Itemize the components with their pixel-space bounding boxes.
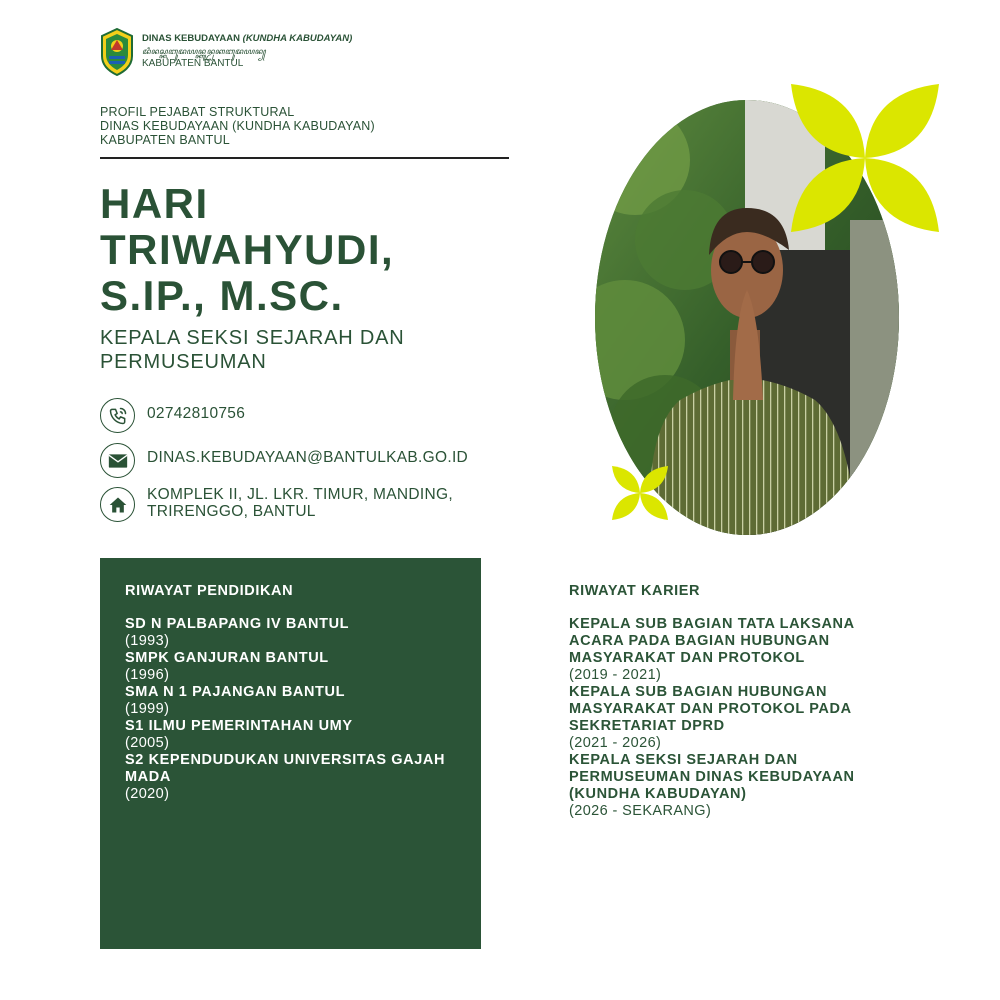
header-line-1: PROFIL PEJABAT STRUKTURAL [100,105,295,119]
phone-icon [100,398,135,433]
list-item: KEPALA SEKSI SEJARAH DAN PERMUSEUMAN DINAS KEBUDAYAAN (KUNDHA KABUDAYAN) (2026 - SEKARANG) [569,752,855,819]
agency-logo [100,28,352,76]
career-history-panel [569,583,909,820]
header-line-3: KABUPATEN BANTUL [100,133,230,147]
education-title: RIWAYAT PENDIDIKAN [125,583,294,599]
header-divider [100,157,509,159]
contact-phone [100,398,507,433]
small-flower-decoration-icon [612,466,668,520]
logo-title: DINAS KEBUDAYAAN (KUNDHA KABUDAYAN) [142,33,353,45]
logo-regency: KABUPATEN BANTUL [142,58,244,70]
education-list [125,616,456,803]
bantul-emblem-icon [100,28,134,76]
official-name: HARI TRIWAHYUDI, S.IP., M.SC. [100,180,395,319]
career-title: RIWAYAT KARIER [569,583,701,599]
home-icon [100,487,135,522]
phone-number: 02742810756 [147,405,246,422]
header-line-2: DINAS KEBUDAYAAN (KUNDHA KABUDAYAN) [100,119,375,133]
list-item: S1 ILMU PEMERINTAHAN UMY (2005) [125,718,353,751]
list-item: SD N PALBAPANG IV BANTUL (1993) [125,616,350,649]
official-position: KEPALA SEKSI SEJARAH DAN PERMUSEUMAN [100,327,405,373]
list-item: KEPALA SUB BAGIAN TATA LAKSANA ACARA PADA BAGIAN HUBUNGAN MASYARAKAT DAN PROTOKOL (2019 - 2021) [569,616,855,683]
list-item: SMA N 1 PAJANGAN BANTUL (1999) [125,684,346,717]
education-history-panel [100,558,481,949]
large-flower-decoration-icon [791,84,939,232]
document-header [100,105,510,147]
logo-javanese-script: ꦢꦶꦤꦱ꧀ꦏꦧꦸꦢꦪꦤ꧀ꦏꦸꦤ꧀ꦝꦏꦧꦸꦢꦪꦤ꧀ [142,47,266,57]
contact-address [100,487,507,522]
email-address: DINAS.KEBUDAYAAN@BANTULKAB.GO.ID [147,449,469,466]
contact-email [100,443,507,478]
list-item: SMPK GANJURAN BANTUL (1996) [125,650,329,683]
career-list [569,616,909,820]
list-item: S2 KEPENDUDUKAN UNIVERSITAS GAJAH MADA (2020) [125,752,446,802]
office-address: KOMPLEK II, JL. LKR. TIMUR, MANDING, TRIRENGGO, BANTUL [147,486,453,520]
envelope-icon [100,443,135,478]
list-item: KEPALA SUB BAGIAN HUBUNGAN MASYARAKAT DAN PROTOKOL PADA SEKRETARIAT DPRD (2021 - 2026) [569,684,852,751]
